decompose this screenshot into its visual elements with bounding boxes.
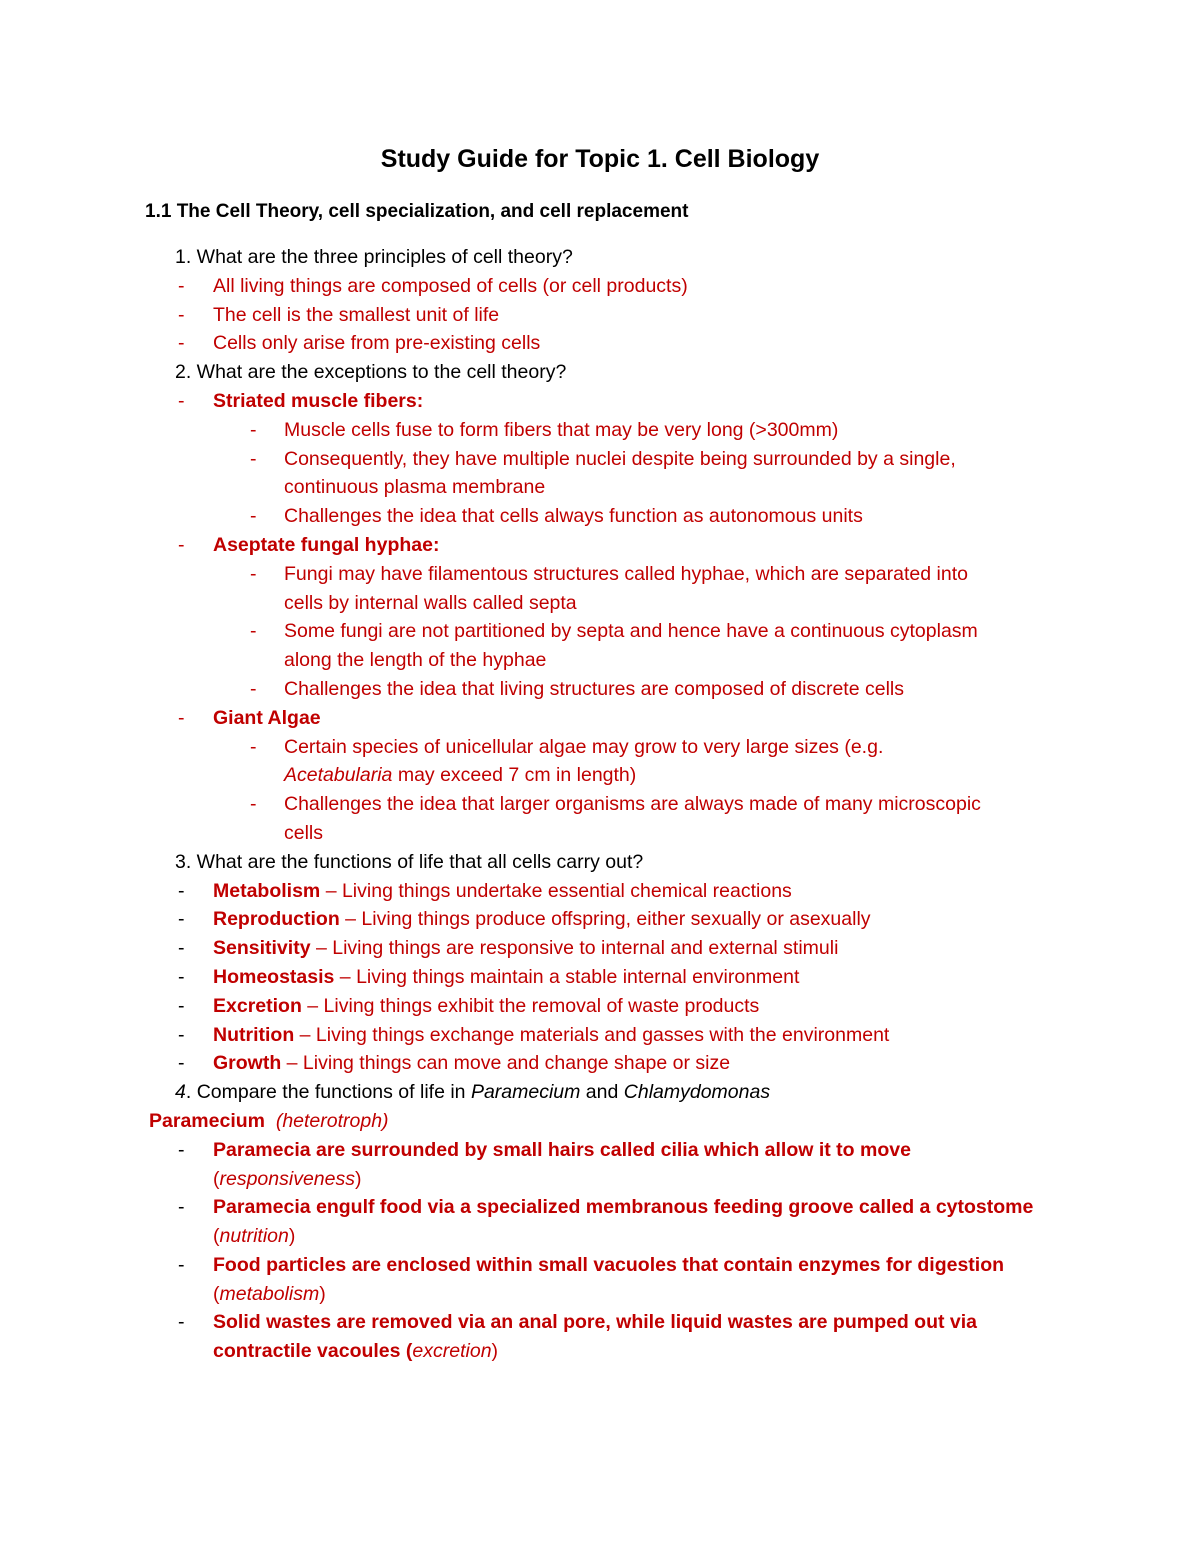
function-tag: responsiveness [219,1167,355,1190]
bullet-dash: - [250,735,257,758]
paren-open: ( [213,1167,220,1190]
point-text: Challenges the idea that living structures are composed of discrete cells [284,677,904,700]
bullet-dash: - [178,533,185,556]
exception-heading [0,531,1200,560]
point-text: along the length of the hyphae [284,649,547,672]
organism-1: Paramecium [470,1081,581,1104]
point-text: cells by internal walls called septa [284,591,577,614]
point-text: Challenges the idea that cells always function as autonomous units [284,505,863,528]
point-text: Food particles are enclosed within small vacuoles that contain enzymes for digestion [213,1253,1005,1276]
paren-close: ) [288,1225,296,1248]
paren-close: ) [491,1340,499,1363]
point-text-rest: may exceed 7 cm in length) [392,764,637,787]
list-item-continuation [0,761,1200,790]
point-text: Muscle cells fuse to form fibers that may be very long (>300mm) [284,418,839,441]
exception-title: Giant Algae [213,706,321,729]
organism-2: Chlamydomonas [623,1081,771,1104]
organism-heading [0,1107,1200,1136]
function-item [0,1049,1200,1078]
bullet-dash: - [178,389,185,412]
list-item [0,1308,1200,1337]
function-term: Nutrition [213,1023,295,1046]
point-text: Paramecia engulf food via a specialized membranous feeding groove called a cytostome [213,1196,1034,1219]
bullet-dash: - [250,418,257,441]
list-item [0,1136,1200,1165]
bullet-dash: - [178,1196,185,1219]
point-text: Challenges the idea that larger organisms are always made of many microscopic [284,793,981,816]
exception-heading [0,704,1200,733]
list-item [0,560,1200,589]
list-item-continuation [0,1165,1200,1194]
function-item [0,934,1200,963]
function-desc: – Living things are responsive to internal and external stimuli [310,937,839,960]
question-text: . Compare the functions of life in [185,1081,471,1104]
function-tag: nutrition [219,1225,289,1248]
point-text: Solid wastes are removed via an anal pore, while liquid wastes are pumped out via [213,1311,977,1334]
question-text-and: and [580,1081,624,1104]
paren-open: ( [213,1282,220,1305]
bullet-dash: - [178,1311,185,1334]
bullet-dash: - [178,303,185,326]
point-text: Certain species of unicellular algae may grow to very large sizes (e.g. [284,735,884,758]
function-tag: metabolism [219,1282,320,1305]
species-name: Acetabularia [284,764,393,787]
section-heading: 1.1 The Cell Theory, cell specialization, and cell replacement [145,201,689,222]
answer-text: The cell is the smallest unit of life [213,303,500,326]
paren-open: ( [213,1225,220,1248]
list-item-continuation [0,1337,1200,1366]
bullet-dash: - [178,706,185,729]
question-2: 2. What are the exceptions to the cell theory? [175,361,567,384]
point-text: continuous plasma membrane [284,476,546,499]
exception-title: Striated muscle fibers: [213,389,424,412]
bullet-dash: - [250,447,257,470]
organism-name: Paramecium [149,1109,265,1132]
function-desc: – Living things produce offspring, either sexually or asexually [339,908,871,931]
function-term: Metabolism [213,879,321,902]
list-item [0,329,1200,358]
page-title: Study Guide for Topic 1. Cell Biology [380,145,820,173]
function-item [0,877,1200,906]
function-item [0,963,1200,992]
answer-text: Cells only arise from pre-existing cells [213,332,541,355]
function-item [0,992,1200,1021]
list-item-continuation [0,589,1200,618]
bullet-dash: - [250,562,257,585]
point-text: Some fungi are not partitioned by septa and hence have a continuous cytoplasm [284,620,978,643]
list-item [0,733,1200,762]
list-item [0,1251,1200,1280]
list-item [0,502,1200,531]
point-text: Fungi may have filamentous structures called hyphae, which are separated into [284,562,968,585]
list-item [0,416,1200,445]
bullet-dash: - [178,332,185,355]
list-item [0,1193,1200,1222]
bullet-dash: - [178,994,185,1017]
list-item [0,272,1200,301]
bullet-dash: - [250,793,257,816]
question-3: 3. What are the functions of life that all cells carry out? [175,850,644,873]
list-item-continuation [0,1280,1200,1309]
list-item [0,301,1200,330]
function-desc: – Living things can move and change shape or size [281,1052,731,1075]
list-item [0,617,1200,646]
list-item [0,790,1200,819]
bullet-dash: - [178,879,185,902]
function-term: Homeostasis [213,965,335,988]
list-item-continuation [0,646,1200,675]
function-term: Reproduction [213,908,340,931]
exception-heading [0,387,1200,416]
bullet-dash: - [178,908,185,931]
point-text: cells [284,821,324,844]
bullet-dash: - [178,274,185,297]
question-number: 4 [175,1081,186,1104]
bullet-dash: - [250,505,257,528]
list-item-continuation [0,473,1200,502]
bullet-dash: - [178,1052,185,1075]
bullet-dash: - [178,965,185,988]
function-term: Growth [213,1052,282,1075]
bullet-dash: - [250,620,257,643]
document-body [0,243,1200,1366]
function-tag: excretion [412,1340,492,1363]
function-item [0,905,1200,934]
point-text: Consequently, they have multiple nuclei despite being surrounded by a single, [284,447,956,470]
function-desc: – Living things exchange materials and gasses with the environment [294,1023,890,1046]
bullet-dash: - [178,1023,185,1046]
question-4 [0,1078,1200,1107]
bullet-dash: - [178,937,185,960]
list-item-continuation [0,819,1200,848]
organism-type: (heterotroph) [275,1109,389,1132]
answer-text: All living things are composed of cells (or cell products) [213,274,688,297]
list-item [0,675,1200,704]
paren-open: contractile vacoules ( [213,1340,413,1363]
bullet-dash: - [250,677,257,700]
bullet-dash: - [178,1138,185,1161]
point-text: Paramecia are surrounded by small hairs called cilia which allow it to move [213,1138,911,1161]
paren-close: ) [319,1282,326,1305]
function-item [0,1021,1200,1050]
paren-close: ) [355,1167,362,1190]
list-item [0,445,1200,474]
point-text [284,761,636,790]
function-desc: – Living things maintain a stable internal environment [334,965,800,988]
function-term: Excretion [213,994,302,1017]
question-1: 1. What are the three principles of cell theory? [175,246,573,268]
bullet-dash: - [178,1253,185,1276]
function-desc: – Living things undertake essential chemical reactions [320,879,792,902]
function-desc: – Living things exhibit the removal of waste products [301,994,760,1017]
function-term: Sensitivity [213,937,311,960]
exception-title: Aseptate fungal hyphae: [213,533,440,556]
list-item-continuation [0,1222,1200,1251]
